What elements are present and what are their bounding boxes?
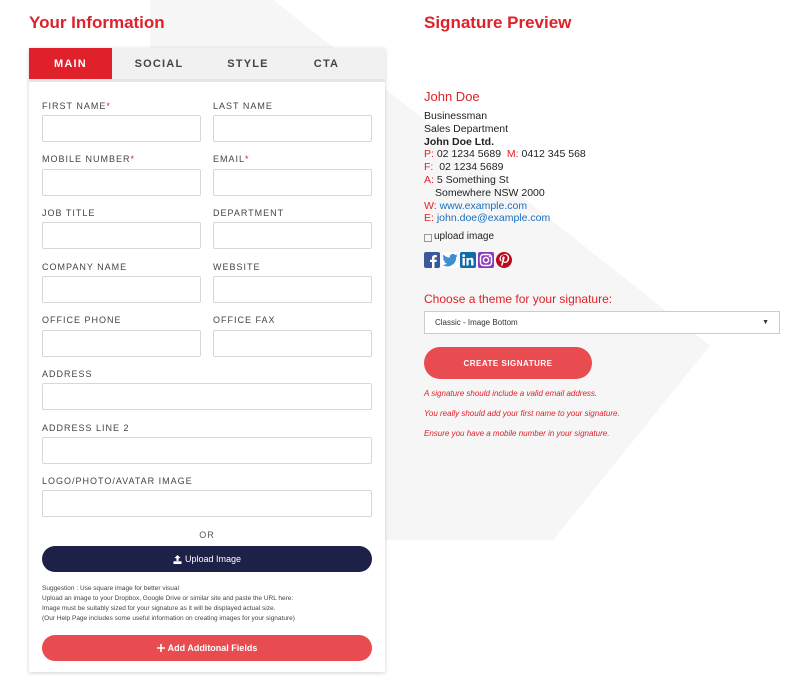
mobile-label: M: [506, 148, 519, 161]
address-input[interactable] [42, 383, 372, 410]
email-label: EMAIL* [213, 154, 250, 164]
upload-image-button[interactable] [42, 546, 372, 572]
theme-select[interactable] [424, 311, 780, 334]
tab-cta[interactable]: CTA [313, 57, 340, 70]
last-name-input[interactable] [213, 115, 372, 142]
signature-preview-title: Signature Preview [424, 13, 572, 32]
required-mark: * [245, 154, 250, 164]
office-phone-label: OFFICE PHONE [42, 315, 122, 325]
first-name-input[interactable] [42, 115, 201, 142]
email-link[interactable]: john.doe@example.com [436, 212, 551, 225]
office-fax-label: OFFICE FAX [213, 315, 276, 325]
company-name-label: COMPANY NAME [42, 262, 128, 272]
or-divider: OR [199, 530, 215, 540]
upload-hint-text [42, 584, 372, 624]
department-label: DEPARTMENT [213, 208, 285, 218]
theme-selected-value: Classic - Image Bottom [435, 318, 518, 327]
hint-line: Upload an image to your Dropbox, Google Drive or similar site and paste the URL here: [42, 595, 294, 602]
email-input[interactable] [213, 169, 372, 196]
tab-social[interactable]: SOCIAL [134, 57, 184, 70]
form-tabs [29, 48, 385, 82]
signature-fax-line [424, 161, 586, 174]
office-fax-input[interactable] [213, 330, 372, 357]
signature-image-placeholder [424, 231, 586, 244]
logo-image-label: LOGO/PHOTO/AVATAR IMAGE [42, 476, 193, 486]
first-name-label: FIRST NAME* [42, 101, 111, 111]
website-link[interactable]: www.example.com [439, 199, 528, 212]
required-mark: * [106, 101, 111, 111]
phone-label: P: [424, 148, 434, 161]
your-information-title: Your Information [29, 13, 165, 32]
signature-title: Businessman [424, 110, 488, 122]
fax-label: F: [424, 161, 434, 174]
upload-image-label: Upload Image [184, 554, 242, 564]
mobile-number-label: MOBILE NUMBER* [42, 154, 136, 164]
broken-image-icon [424, 234, 432, 242]
create-signature-button[interactable]: CREATE SIGNATURE [424, 347, 592, 379]
web-label: W: [424, 199, 437, 212]
website-label: WEBSITE [213, 262, 261, 272]
signature-address-line-2: Somewhere NSW 2000 [435, 186, 545, 199]
signature-department: Sales Department [424, 122, 509, 135]
address-label: ADDRESS [42, 369, 93, 379]
signature-preview [424, 89, 586, 268]
office-phone-input[interactable] [42, 330, 201, 357]
mobile-value: 0412 345 568 [521, 148, 586, 161]
mobile-number-input[interactable] [42, 169, 201, 196]
signature-name: John Doe [424, 89, 480, 104]
company-name-input[interactable] [42, 276, 201, 303]
plus-icon [157, 644, 165, 652]
tab-style[interactable]: STYLE [227, 57, 269, 70]
hint-line: Image must be suitably sized for your signature as it will be displayed actual size. [42, 605, 276, 612]
address-value: 5 Something St [436, 173, 509, 186]
linkedin-icon[interactable] [460, 252, 476, 268]
social-icons [424, 252, 586, 268]
logo-image-url-input[interactable] [42, 490, 372, 517]
fax-value: 02 1234 5689 [439, 161, 504, 174]
dropdown-arrow-icon: ▼ [762, 319, 769, 326]
signature-address-line [424, 174, 586, 187]
signature-company: John Doe Ltd. [424, 135, 494, 148]
address-line-2-input[interactable] [42, 437, 372, 464]
phone-value: 02 1234 5689 [436, 148, 502, 161]
signature-phone-line [424, 148, 586, 161]
error-message: You really should add your first name to your signature. [424, 409, 620, 418]
department-input[interactable] [213, 222, 372, 249]
address-line-2-label: ADDRESS LINE 2 [42, 423, 130, 433]
information-form-card [29, 48, 385, 672]
signature-email-line [424, 212, 586, 225]
last-name-label: LAST NAME [213, 101, 273, 111]
website-input[interactable] [213, 276, 372, 303]
tab-main[interactable]: MAIN [29, 48, 112, 79]
email-label: E: [424, 212, 434, 225]
hint-line: (Our Help Page includes some useful information on creating images for your signature) [42, 615, 295, 622]
add-additional-fields-label: Add Additonal Fields [167, 643, 258, 653]
error-message: Ensure you have a mobile number in your signature. [424, 429, 610, 438]
add-additional-fields-button[interactable] [42, 635, 372, 661]
job-title-input[interactable] [42, 222, 201, 249]
facebook-icon[interactable] [424, 252, 440, 268]
address-label: A: [424, 173, 434, 186]
upload-icon [173, 555, 182, 564]
image-alt-text: upload image [434, 231, 495, 243]
job-title-label: JOB TITLE [42, 208, 96, 218]
required-mark: * [130, 154, 136, 164]
signature-web-line [424, 200, 586, 213]
instagram-icon[interactable] [478, 252, 494, 268]
hint-line: Suggestion : Use square image for better visual [42, 585, 179, 592]
error-message: A signature should include a valid email address. [424, 389, 598, 398]
theme-label: Choose a theme for your signature: [424, 292, 613, 306]
twitter-icon[interactable] [442, 252, 458, 268]
pinterest-icon[interactable] [496, 252, 512, 268]
